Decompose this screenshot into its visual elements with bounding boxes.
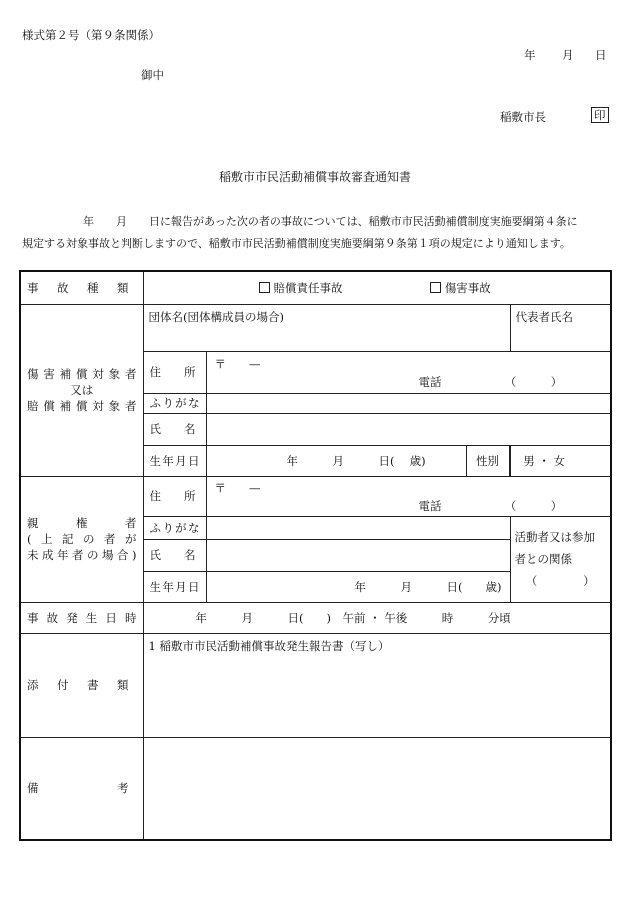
mayor-title: 稲敷市長 — [500, 110, 546, 124]
subject-name-field[interactable] — [206, 413, 611, 445]
accident-date-label: 事故発生日時 — [27, 610, 137, 625]
remarks-label: 備考 — [27, 781, 129, 796]
attachments-label: 添付書類 — [27, 678, 129, 692]
row-remarks — [20, 737, 611, 840]
guardian-furigana-label: ふりがな — [149, 520, 200, 535]
sex-label: 性別 — [466, 446, 510, 476]
relation-label-1: 活動者又は参加 — [514, 530, 595, 544]
row-accident-type — [20, 271, 611, 304]
subject-dob-field[interactable]: 年 月 日( 歳) — [286, 453, 426, 468]
subject-name-label: 氏名 — [149, 422, 196, 436]
date-year: 年 — [524, 48, 536, 62]
intro-line-1: 年 月 日に報告があった次の者の事故については、稲敷市市民活動補償制度実施要綱第４条に — [83, 215, 578, 228]
row-organization — [20, 304, 611, 351]
row-accident-date — [20, 602, 611, 633]
subject-furigana-field[interactable] — [206, 393, 611, 413]
form-number: 様式第２号（第９条関係） — [22, 28, 160, 42]
relation-field[interactable] — [510, 516, 611, 602]
remarks-field[interactable] — [143, 737, 611, 840]
subject-address-field[interactable] — [206, 351, 611, 393]
guardian-label-2: (上記の者が — [27, 532, 137, 546]
notification-form-table — [19, 270, 612, 841]
addressee: 御中 — [141, 68, 164, 82]
relation-bracket: （ ） — [525, 574, 595, 588]
guardian-address-label: 住所 — [149, 489, 196, 503]
date-day: 日 — [595, 48, 607, 62]
guardian-dob-label: 生年月日 — [149, 579, 200, 594]
sex-select[interactable]: 男 ・ 女 — [510, 445, 611, 476]
accident-date-field[interactable]: 年 月 日( ) 午前 ・ 午後 時 分頃 — [143, 602, 611, 633]
checkbox-liability[interactable]: 賠償責任事故 — [259, 281, 343, 295]
intro-line-2: 規定する対象事故と判断しますので、稲敷市市民活動補償制度実施要綱第９条第１項の規定により通知します。 — [22, 237, 571, 250]
subject-postal: 〒 — — [214, 356, 261, 371]
subject-phone: 電話 （ ） — [418, 374, 563, 389]
guardian-dob-field[interactable]: 年 月 日( 歳) — [206, 571, 510, 602]
guardian-name-field[interactable] — [206, 539, 510, 571]
guardian-label-3: 未成年者の場合) — [27, 548, 137, 562]
checkbox-icon — [259, 282, 270, 293]
relation-label-2: 者との関係 — [514, 552, 572, 566]
row-attachments — [20, 633, 611, 737]
guardian-name-label: 氏名 — [149, 548, 196, 562]
guardian-furigana-field[interactable] — [206, 516, 510, 539]
guardian-address-field[interactable] — [206, 476, 611, 516]
seal-mark: 印 — [591, 107, 609, 123]
checkbox-injury[interactable]: 傷害事故 — [430, 281, 491, 295]
row-guardian-address — [20, 476, 611, 516]
checkbox-icon — [430, 282, 441, 293]
guardian-label-1: 親権者 — [27, 516, 137, 530]
subject-address-label: 住所 — [149, 365, 196, 379]
date-month: 月 — [562, 48, 574, 62]
guardian-postal: 〒 — — [214, 480, 261, 495]
attachments-field[interactable]: 1 稲敷市市民活動補償事故発生報告書（写し） — [143, 633, 611, 737]
subject-furigana-label: ふりがな — [149, 396, 200, 410]
org-name-field[interactable]: 団体名(団体構成員の場合) — [143, 304, 510, 351]
accident-type-label: 事故種類 — [27, 280, 129, 295]
subject-label-2: 又は — [70, 383, 94, 397]
subject-label-3: 賠償補償対象者 — [27, 399, 137, 413]
guardian-phone: 電話 （ ） — [418, 498, 563, 513]
subject-label-1: 傷害補償対象者 — [27, 367, 137, 381]
document-title: 稲敷市市民活動補償事故審査通知書 — [219, 170, 412, 184]
rep-name-field[interactable]: 代表者氏名 — [510, 304, 611, 351]
subject-dob-label: 生年月日 — [149, 453, 200, 468]
